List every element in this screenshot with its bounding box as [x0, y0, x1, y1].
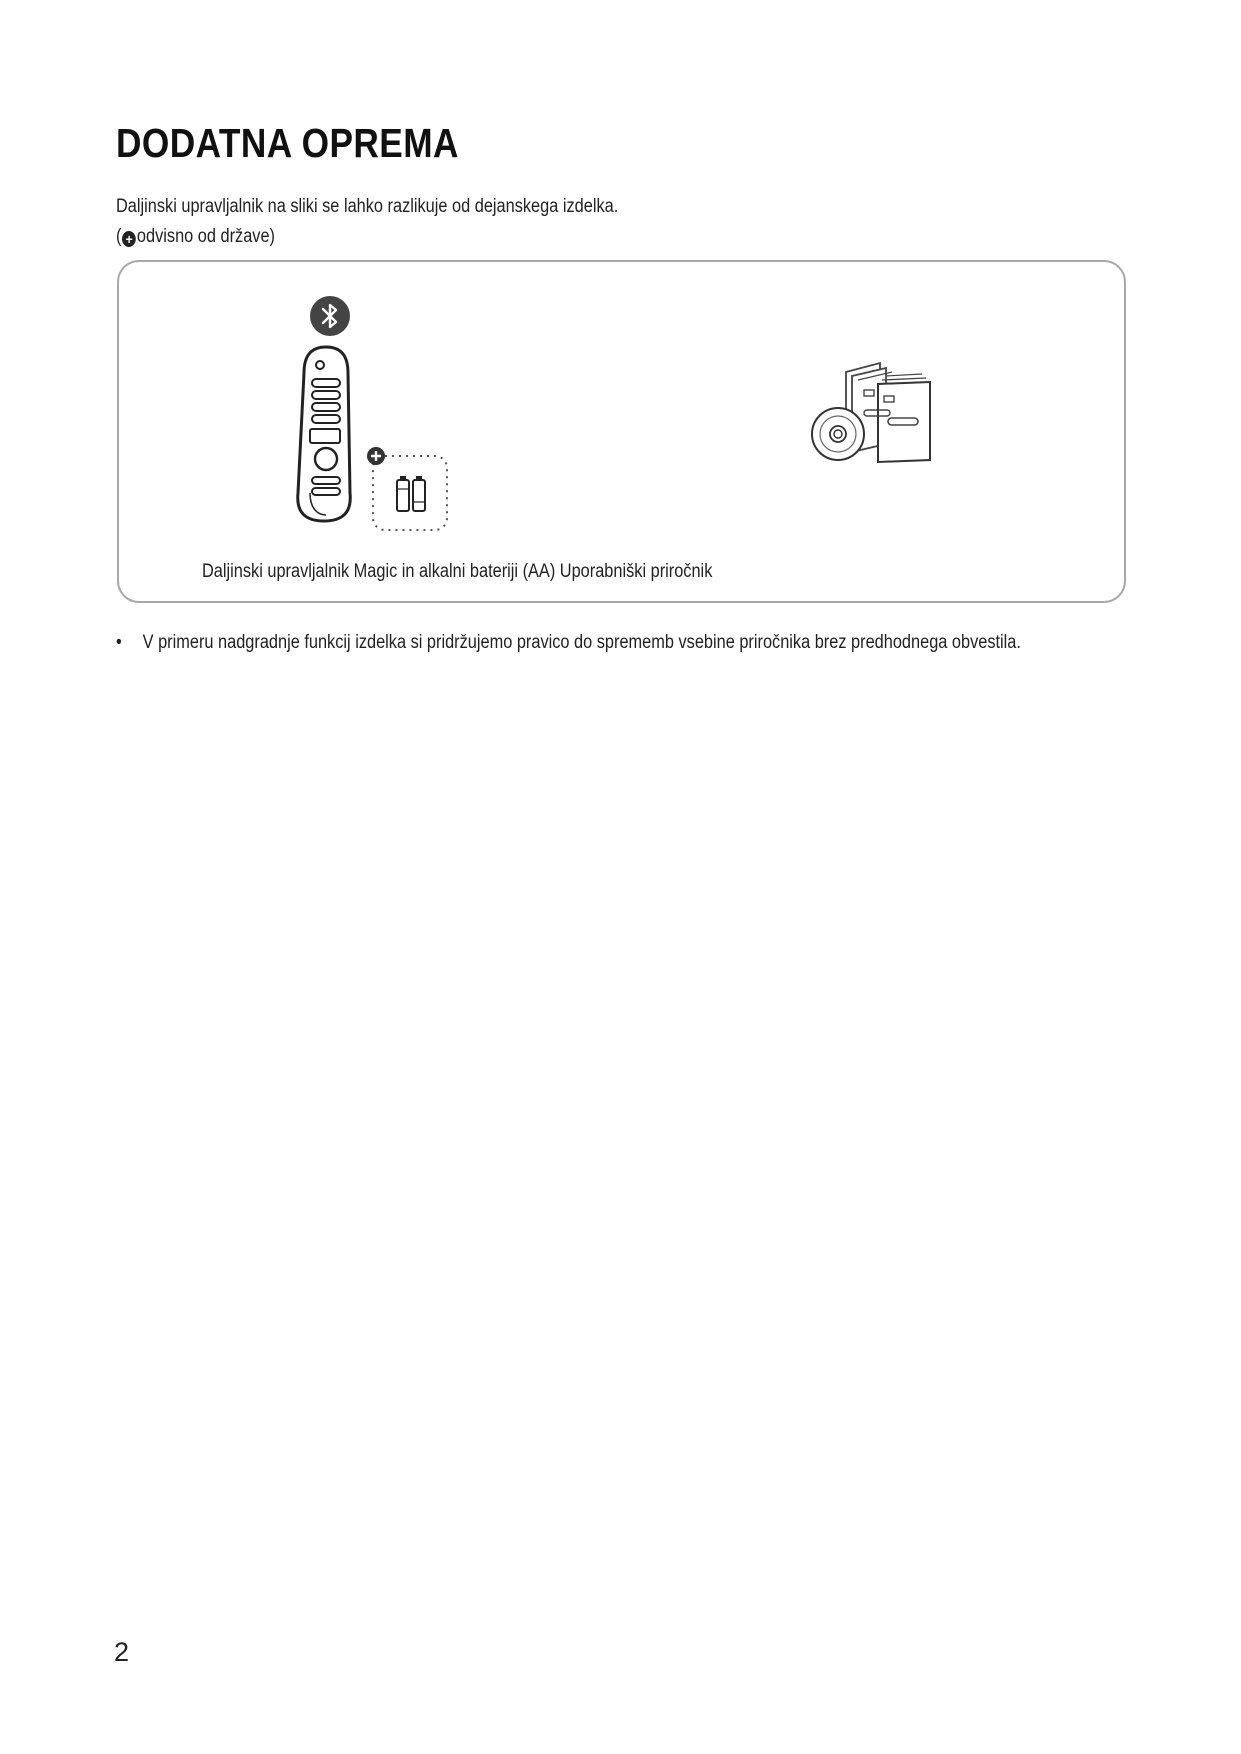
page-title: DODATNA OPREMA	[116, 120, 459, 166]
intro-country-note: odvisno od države)	[136, 226, 275, 247]
accessories-box	[117, 260, 1126, 603]
page-number: 2	[114, 1637, 130, 1667]
intro-paren: (	[116, 226, 122, 247]
manual-and-cd-icon	[808, 360, 938, 466]
intro-line-2	[116, 226, 275, 248]
note-text: V primeru nadgradnje funkcij izdelka si pridržujemo pravico do sprememb vsebine priročnika brez predhodnega obvestila.	[142, 632, 1021, 653]
bullet-marker: •	[116, 632, 122, 653]
magic-remote-icon	[290, 343, 362, 525]
plus-icon: +	[122, 231, 136, 247]
batteries-icon	[364, 444, 452, 536]
bluetooth-icon	[308, 294, 352, 338]
intro-line-1: Daljinski upravljalnik na sliki se lahko razlikuje od dejanskega izdelka.	[116, 196, 619, 217]
note-item	[116, 632, 1021, 654]
accessories-caption: Daljinski upravljalnik Magic in alkalni bateriji (AA) Uporabniški priročnik	[202, 561, 713, 582]
